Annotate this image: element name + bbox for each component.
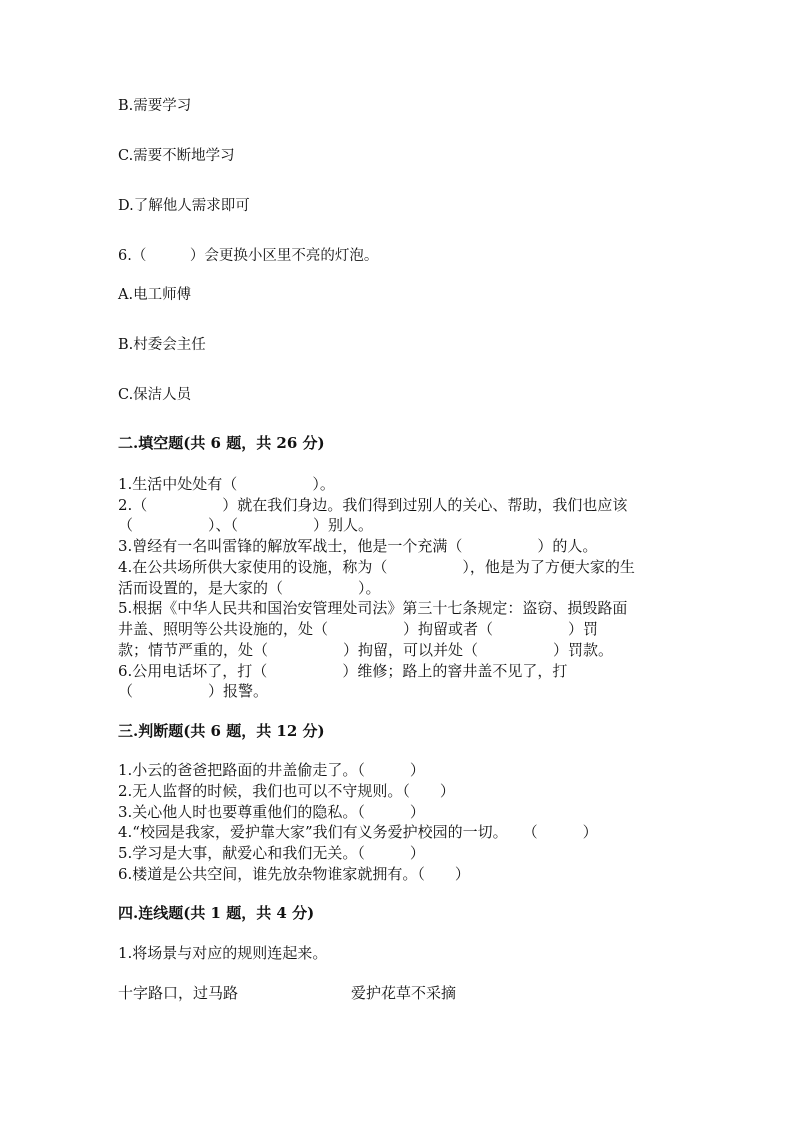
fill-line: 1.生活中处处有（ ）。 [118,475,335,493]
fill-line: 5.根据《中华人民共和国治安管理处司法》第三十七条规定：盗窃、损毁路面 [118,599,628,617]
judge-line: 2.无人监督的时候，我们也可以不守规则。（ ） [118,782,455,800]
matching-right-item: 爱护花草不采摘 [351,984,457,1002]
fill-line: 4.在公共场所供大家使用的设施，称为（ ），他是为了方便大家的生 [118,558,635,576]
q6-stem: 6.（ ）会更换小区里不亮的灯泡。 [118,248,379,264]
fill-line: 6.公用电话坏了，打（ ）维修；路上的窨井盖不见了，打 [118,662,568,680]
q5-option-c: C.需要不断地学习 [118,148,235,164]
q5-option-d: D.了解他人需求即可 [118,198,250,214]
fill-line: 井盖、照明等公共设施的，处（ ）拘留或者（ ）罚 [118,620,599,638]
matching-question: 1.将场景与对应的规则连起来。 [118,944,328,962]
q5-option-b: B.需要学习 [118,98,192,114]
matching-left-item: 十字路口，过马路 [118,984,239,1002]
fill-line: 3.曾经有一名叫雷锋的解放军战士，他是一个充满（ ）的人。 [118,537,598,555]
judge-line: 5.学习是大事，献爱心和我们无关。（ ） [118,844,425,862]
fill-line: （ ）报警。 [118,682,269,700]
fill-line: （ ）、（ ）别人。 [118,516,374,534]
fill-line: 款；情节严重的，处（ ）拘留，可以并处（ ）罚款。 [118,641,614,659]
q6-option-a: A.电工师傅 [118,287,192,303]
fill-line: 2.（ ）就在我们身边。我们得到过别人的关心、帮助，我们也应该 [118,496,628,514]
judge-line: 1.小云的爸爸把路面的井盖偷走了。（ ） [118,761,425,779]
section3-heading: 三.判断题(共 6 题，共 12 分) [118,722,325,740]
judge-line: 4.“校园是我家，爱护靠大家”我们有义务爱护校园的一切。 （ ） [118,823,598,841]
fill-line: 活而设置的，是大家的（ ）。 [118,579,381,597]
q6-option-b: B.村委会主任 [118,337,206,353]
judge-line: 6.楼道是公共空间，谁先放杂物谁家就拥有。（ ） [118,865,470,883]
section2-heading: 二.填空题(共 6 题，共 26 分) [118,434,325,452]
section4-heading: 四.连线题(共 1 题，共 4 分) [118,904,315,922]
judge-line: 3.关心他人时也要尊重他们的隐私。（ ） [118,803,425,821]
q6-option-c: C.保洁人员 [118,387,192,403]
